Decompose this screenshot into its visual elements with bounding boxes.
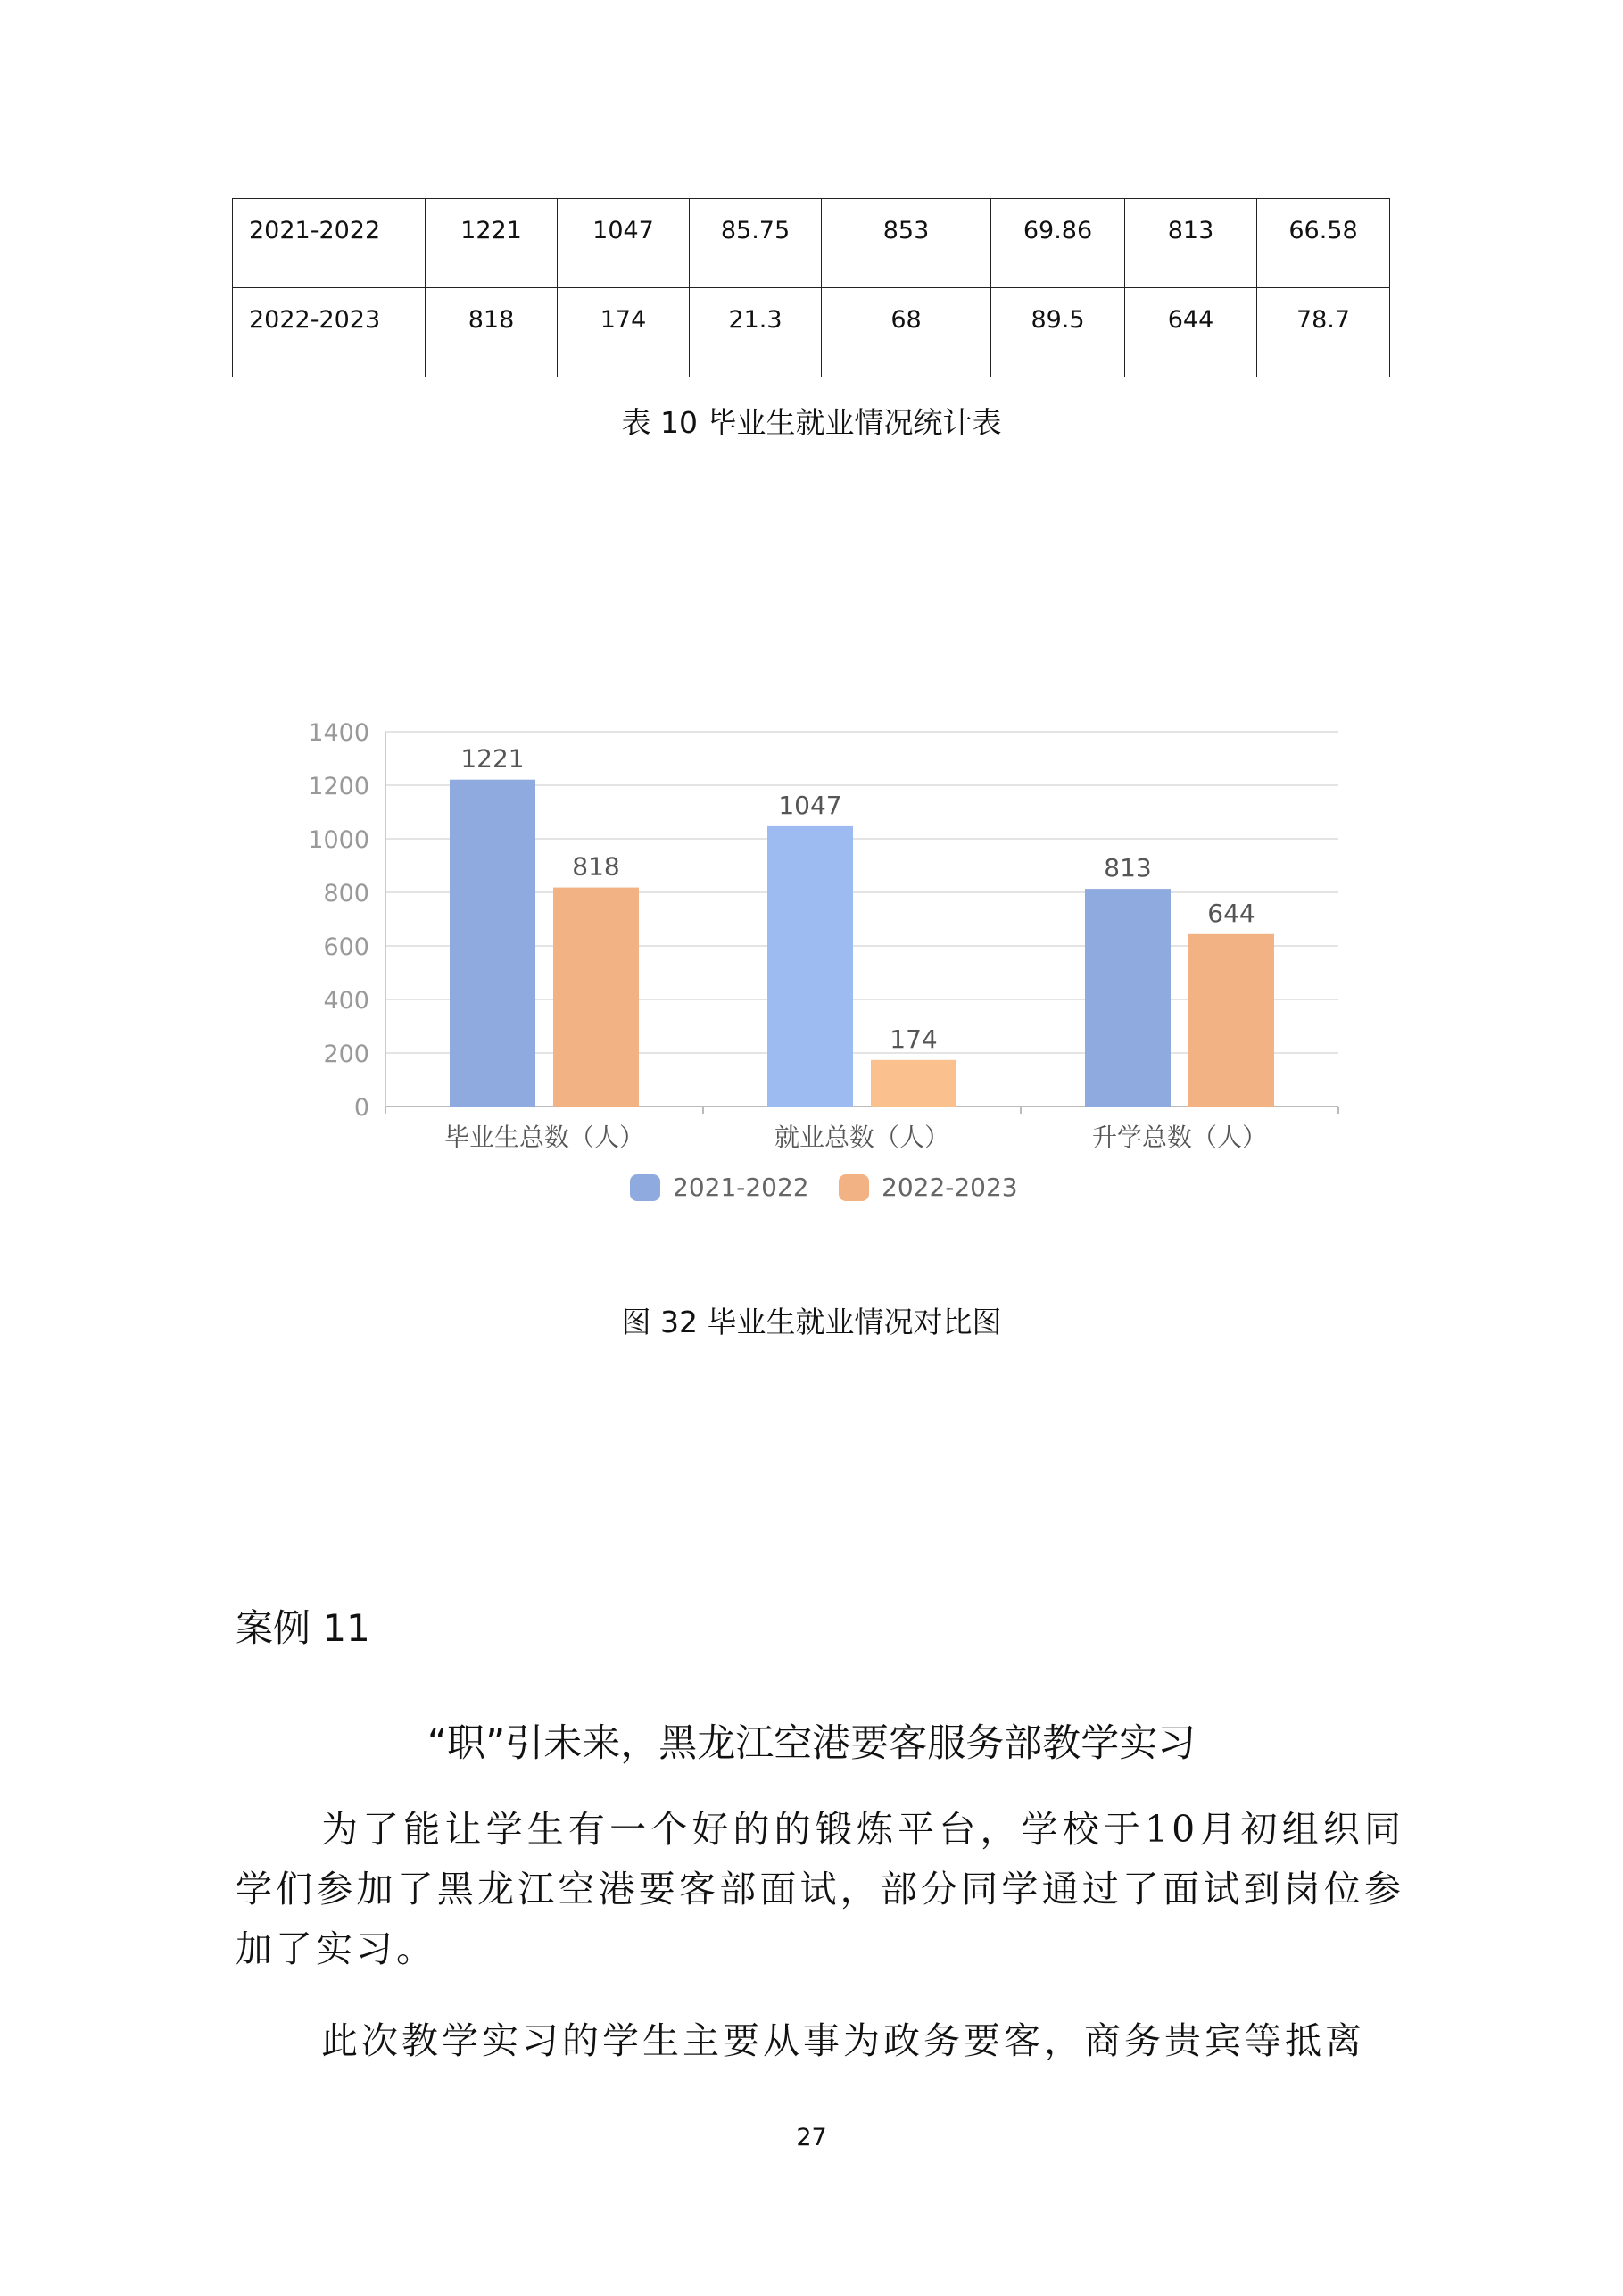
table-cell: 853 — [822, 199, 991, 288]
page-number: 27 — [796, 2124, 827, 2151]
legend-swatch — [839, 1174, 869, 1201]
data-label: 818 — [572, 851, 620, 882]
table-cell: 78.7 — [1257, 288, 1390, 377]
table-cell: 818 — [426, 288, 558, 377]
y-tick-label: 600 — [323, 933, 369, 961]
x-category-label: 就业总数（人） — [774, 1123, 950, 1152]
table-cell: 174 — [558, 288, 690, 377]
table-cell: 68 — [822, 288, 991, 377]
table-caption: 表 10 毕业生就业情况统计表 — [621, 405, 1002, 440]
case-label: 案例 11 — [236, 1606, 370, 1650]
x-category-label: 升学总数（人） — [1091, 1123, 1268, 1152]
y-tick-label: 400 — [323, 987, 369, 1015]
table-cell: 644 — [1125, 288, 1257, 377]
bar-2021-2022-0 — [450, 780, 535, 1107]
data-label: 644 — [1207, 898, 1255, 928]
y-tick-label: 800 — [323, 880, 369, 908]
table-cell: 89.5 — [991, 288, 1125, 377]
table-row — [233, 199, 1390, 288]
data-label: 1221 — [460, 743, 525, 774]
y-tick-label: 1400 — [308, 719, 369, 747]
x-category-label: 毕业生总数（人） — [443, 1123, 645, 1152]
bar-2022-2023-0 — [553, 888, 639, 1107]
table-cell: 1221 — [426, 199, 558, 288]
table-row — [233, 288, 1390, 377]
table-cell-year: 2022-2023 — [233, 288, 426, 377]
legend-swatch — [630, 1174, 660, 1201]
table-cell: 1047 — [558, 199, 690, 288]
table-cell: 69.86 — [991, 199, 1125, 288]
body-paragraph-2: 此次教学实习的学生主要从事为政务要客，商务贵宾等抵离 — [321, 2019, 1365, 2062]
legend-label: 2021-2022 — [673, 1173, 809, 1202]
bar-2021-2022-1 — [767, 826, 853, 1107]
y-tick-label: 1200 — [308, 773, 369, 800]
data-label: 174 — [890, 1024, 938, 1054]
table-cell: 66.58 — [1257, 199, 1390, 288]
table-cell-year: 2021-2022 — [233, 199, 426, 288]
employment-comparison-chart — [286, 696, 1356, 1249]
employment-stats-table — [232, 198, 1390, 377]
body-paragraph-1: 为了能让学生有一个好的的锻炼平台，学校于10月初组织同学们参加了黑龙江空港要客部面试，部分同学通过了面试到岗位参加了实习。 — [236, 1808, 1404, 1970]
case-title: “职”引未来，黑龙江空港要客服务部教学实习 — [426, 1721, 1197, 1766]
y-tick-label: 200 — [323, 1040, 369, 1068]
y-tick-label: 1000 — [308, 826, 369, 854]
bar-2022-2023-1 — [871, 1060, 956, 1107]
legend-label: 2022-2023 — [882, 1173, 1018, 1202]
table-cell: 85.75 — [690, 199, 822, 288]
chart-caption: 图 32 毕业生就业情况对比图 — [621, 1305, 1002, 1339]
data-label: 813 — [1104, 853, 1152, 883]
y-tick-label: 0 — [353, 1094, 369, 1122]
bar-2022-2023-2 — [1188, 934, 1274, 1107]
bar-2021-2022-2 — [1085, 889, 1171, 1107]
data-label: 1047 — [778, 790, 842, 820]
table-cell: 21.3 — [690, 288, 822, 377]
table-cell: 813 — [1125, 199, 1257, 288]
